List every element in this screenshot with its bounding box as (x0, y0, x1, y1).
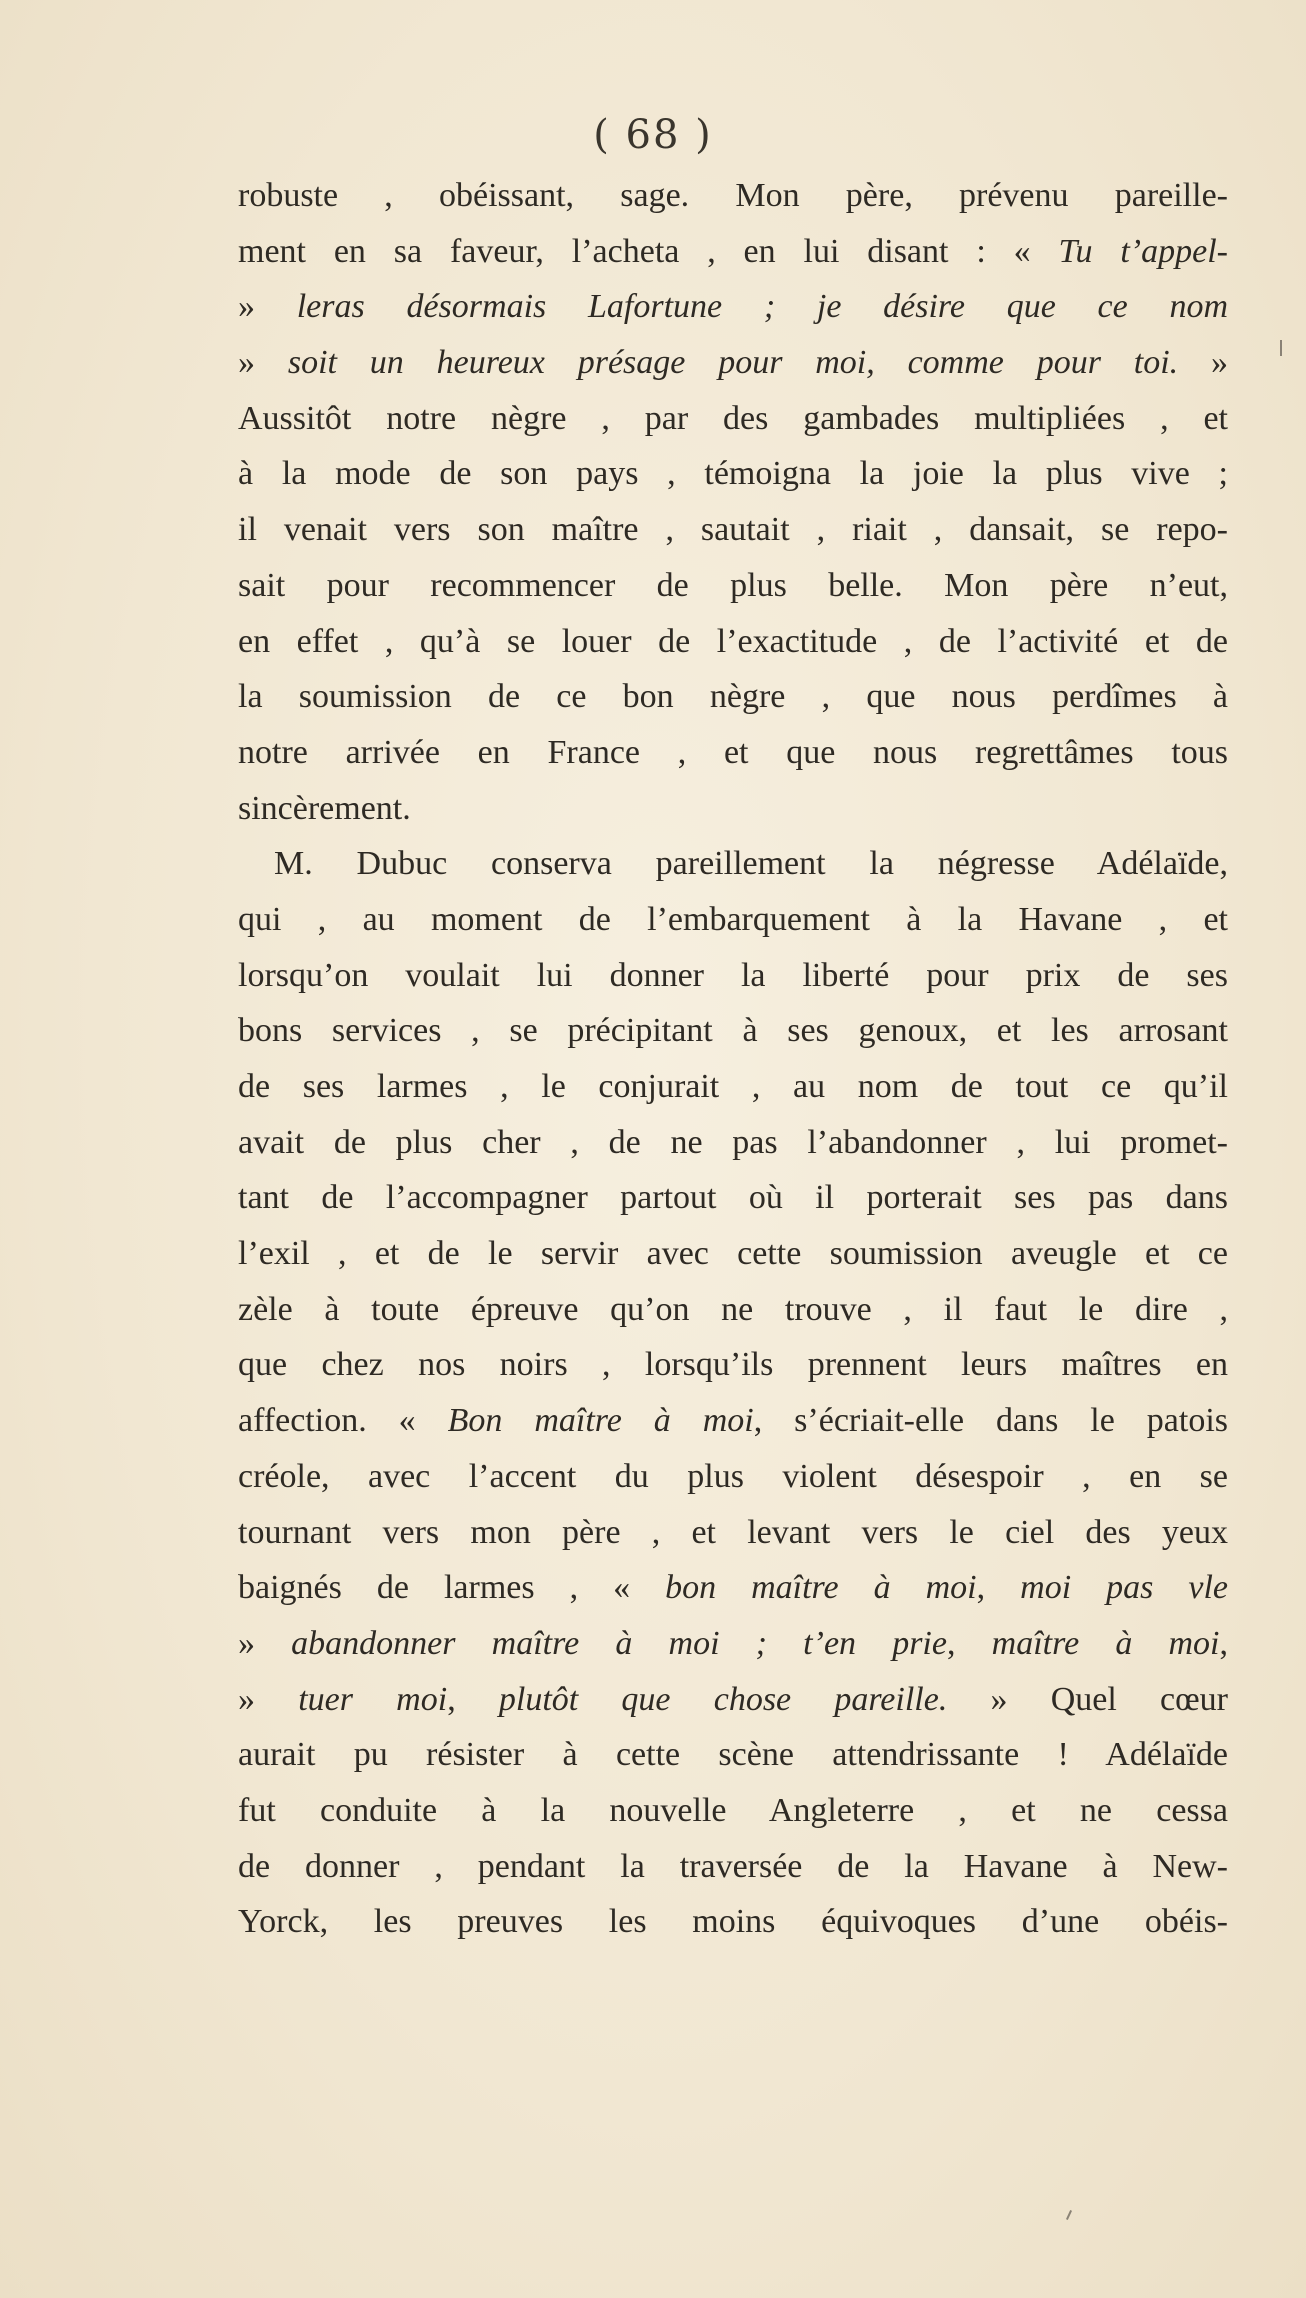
text-run: aurait pu résister à cette scène attendrissante ! Adélaïde (238, 1736, 1228, 1774)
text-run: » (238, 344, 288, 382)
italic-text: Tu t’appel- (1058, 232, 1228, 270)
text-line (238, 614, 1228, 670)
text-line (238, 335, 1228, 391)
text-run: » (1178, 344, 1229, 382)
text-line (238, 836, 1228, 892)
text-run: fut conduite à la nouvelle Angleterre , et ne cessa (238, 1791, 1228, 1829)
text-run: , (447, 1680, 499, 1718)
text-line (238, 1059, 1228, 1115)
italic-text: Bon maître à moi (447, 1402, 754, 1440)
page-number: ( 68 ) (593, 112, 713, 158)
text-run: affection. « (238, 1402, 448, 1440)
text-line (238, 781, 1228, 837)
text-line (238, 391, 1228, 447)
text-run: sincèrement. (238, 789, 411, 827)
text-line (238, 1449, 1228, 1505)
text-run: qui , au moment de l’embarquement à la Havane , et (238, 900, 1228, 938)
italic-text: soit un heureux présage pour moi, comme pour toi. (287, 344, 1179, 382)
text-run: tant de l’accompagner partout où il porterait ses pas dans (238, 1179, 1228, 1217)
text-run: tournant vers mon père , et levant vers le ciel des yeux (238, 1513, 1228, 1551)
text-run: , (946, 1624, 992, 1662)
italic-text: bon maître à moi (665, 1569, 977, 1607)
text-line (238, 669, 1228, 725)
text-line (238, 1839, 1228, 1895)
text-run: créole, avec l’accent du plus violent désespoir , en se (238, 1457, 1228, 1495)
text-run: » (238, 1624, 292, 1662)
text-run: zèle à toute épreuve qu’on ne trouve , il faut le dire , (238, 1290, 1228, 1328)
italic-text: maître à moi (991, 1624, 1220, 1662)
text-line (238, 1505, 1228, 1561)
text-line (238, 1616, 1228, 1672)
text-run: » (238, 288, 297, 326)
text-line (238, 1783, 1228, 1839)
text-run: avait de plus cher , de ne pas l’abandonner , lui promet- (238, 1123, 1228, 1161)
italic-text: tuer moi (298, 1680, 448, 1718)
text-line (238, 1282, 1228, 1338)
text-run: sait pour recommencer de plus belle. Mon père n’eut, (238, 566, 1228, 604)
text-line (238, 446, 1228, 502)
text-line (238, 1170, 1228, 1226)
text-run: Yorck, les preuves les moins équivoques d’une obéis- (238, 1903, 1228, 1941)
text-line (238, 502, 1228, 558)
text-run: baignés de larmes , « (238, 1569, 666, 1607)
margin-mark (1280, 340, 1282, 356)
text-line (238, 1226, 1228, 1282)
italic-text: moi pas vle (1020, 1569, 1229, 1607)
italic-text: plutôt que chose pareille. (498, 1680, 948, 1718)
text-run: robuste , obéissant, sage. Mon père, prévenu pareille- (238, 177, 1228, 214)
text-run: , s’écriait-elle dans le patois (753, 1402, 1228, 1440)
text-run: la soumission de ce bon nègre , que nous perdîmes à (238, 678, 1228, 716)
text-run: , (976, 1569, 1021, 1607)
italic-text: leras désormais Lafortune ; je désire que ce nom (296, 288, 1228, 326)
text-run: de ses larmes , le conjurait , au nom de tout ce qu’il (238, 1068, 1228, 1105)
text-run: que chez nos noirs , lorsqu’ils prennent leurs maîtres en (238, 1346, 1228, 1384)
text-run: ment en sa faveur, l’acheta , en lui disant : « (238, 232, 1059, 270)
text-run: , (1219, 1624, 1229, 1662)
text-line (238, 1337, 1228, 1393)
text-run: de donner , pendant la traversée de la Havane à New- (238, 1847, 1228, 1885)
text-line (238, 224, 1228, 280)
text-line (238, 1115, 1228, 1171)
text-line (238, 1727, 1228, 1783)
text-line (238, 1672, 1228, 1728)
text-run: » (238, 1680, 299, 1718)
text-run: il venait vers son maître , sautait , riait , dansait, se repo- (238, 511, 1228, 549)
body-text (238, 168, 1228, 1950)
text-run: l’exil , et de le servir avec cette soumission aveugle et ce (238, 1235, 1228, 1273)
text-run: notre arrivée en France , et que nous regrettâmes tous (238, 733, 1228, 771)
text-run: à la mode de son pays , témoigna la joie la plus vive ; (238, 455, 1228, 493)
text-line (238, 725, 1228, 781)
text-run: bons services , se précipitant à ses genoux, et les arrosant (238, 1012, 1228, 1050)
paper-speck (1066, 2210, 1072, 2220)
text-line (238, 948, 1228, 1004)
text-line (238, 279, 1228, 335)
text-line (238, 1894, 1228, 1950)
text-line (238, 892, 1228, 948)
text-run: Aussitôt notre nègre , par des gambades multipliées , et (238, 399, 1228, 437)
text-line (238, 558, 1228, 614)
text-run: M. Dubuc conserva pareillement la négresse Adélaïde, (274, 845, 1228, 883)
text-line (238, 1560, 1228, 1616)
text-run: en effet , qu’à se louer de l’exactitude , de l’activité et de (238, 622, 1228, 660)
text-line (238, 1003, 1228, 1059)
text-line (238, 168, 1228, 224)
text-run: lorsqu’on voulait lui donner la liberté pour prix de ses (238, 956, 1228, 994)
text-run: » Quel cœur (947, 1680, 1228, 1718)
italic-text: abandonner maître à moi ; t’en prie (291, 1624, 947, 1662)
text-line (238, 1393, 1228, 1449)
